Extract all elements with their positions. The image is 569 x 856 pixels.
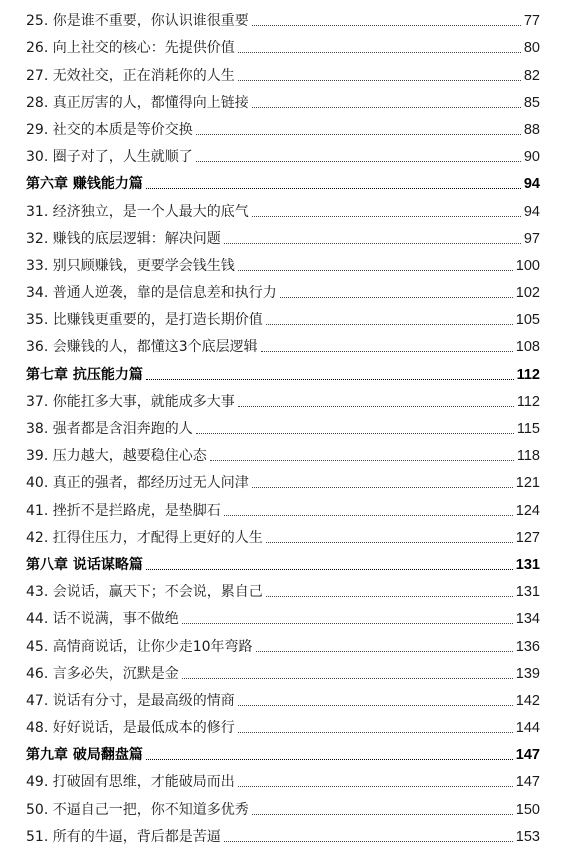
toc-entry — [26, 226, 540, 253]
page-number: 121 — [515, 475, 540, 492]
dot-leader — [280, 297, 513, 298]
entry-title: 35. 比赚钱更重要的，是打造长期价值 — [26, 312, 263, 329]
page-number: 105 — [515, 312, 540, 329]
dot-leader — [238, 732, 513, 733]
page-number: 80 — [523, 40, 540, 57]
page-number: 82 — [523, 67, 540, 84]
dot-leader — [196, 161, 521, 162]
dot-leader — [224, 243, 521, 244]
dot-leader — [224, 515, 513, 516]
page-number: 131 — [515, 584, 540, 601]
toc-entry — [26, 62, 540, 89]
entry-title: 50. 不逼自己一把，你不知道多优秀 — [26, 801, 249, 818]
toc-entry — [26, 334, 540, 361]
toc-entry — [26, 796, 540, 823]
page-number: 131 — [515, 556, 540, 573]
toc-entry — [26, 416, 540, 443]
toc-entry — [26, 824, 540, 851]
page-number: 108 — [515, 339, 540, 356]
page-number: 102 — [515, 285, 540, 302]
entry-title: 29. 社交的本质是等价交换 — [26, 121, 193, 138]
toc-entry — [26, 90, 540, 117]
toc-entry — [26, 144, 540, 171]
page-number: 142 — [515, 692, 540, 709]
dot-leader — [146, 569, 513, 570]
page-number: 85 — [523, 94, 540, 111]
dot-leader — [252, 25, 521, 26]
entry-title: 49. 打破固有思维，才能破局而出 — [26, 774, 235, 791]
page-number: 153 — [515, 828, 540, 845]
entry-title: 40. 真正的强者，都经历过无人问津 — [26, 475, 249, 492]
page-number: 112 — [516, 393, 540, 410]
toc-entry — [26, 769, 540, 796]
page-number: 147 — [515, 774, 540, 791]
entry-title: 51. 所有的牛逼，背后都是苦逼 — [26, 828, 221, 845]
entry-title: 47. 说话有分寸，是最高级的情商 — [26, 692, 235, 709]
dot-leader — [252, 814, 513, 815]
dot-leader — [261, 351, 513, 352]
page-number: 136 — [515, 638, 540, 655]
chapter-title: 第六章 赚钱能力篇 — [26, 176, 143, 193]
entry-title: 28. 真正厉害的人，都懂得向上链接 — [26, 94, 249, 111]
dot-leader — [266, 542, 513, 543]
entry-title: 25. 你是谁不重要，你认识谁很重要 — [26, 13, 249, 30]
dot-leader — [196, 134, 521, 135]
entry-title: 45. 高情商说话，让你少走10年弯路 — [26, 638, 253, 655]
page-number: 124 — [515, 502, 540, 519]
page-number: 97 — [523, 230, 540, 247]
dot-leader — [182, 623, 513, 624]
toc-entry — [26, 606, 540, 633]
toc-entry — [26, 8, 540, 35]
page-number: 134 — [515, 611, 540, 628]
toc-entry — [26, 198, 540, 225]
entry-title: 30. 圈子对了，人生就顺了 — [26, 149, 193, 166]
entry-title: 32. 赚钱的底层逻辑：解决问题 — [26, 230, 221, 247]
entry-title: 36. 会赚钱的人，都懂这3个底层逻辑 — [26, 339, 258, 356]
dot-leader — [146, 759, 513, 760]
dot-leader — [182, 678, 513, 679]
toc-entry — [26, 661, 540, 688]
page-number: 115 — [516, 421, 540, 437]
dot-leader — [252, 107, 521, 108]
toc-entry — [26, 688, 540, 715]
entry-title: 48. 好好说话，是最低成本的修行 — [26, 720, 235, 737]
page-number: 94 — [523, 176, 540, 193]
dot-leader — [266, 324, 513, 325]
dot-leader — [196, 433, 514, 434]
toc-entry — [26, 280, 540, 307]
chapter-title: 第九章 破局翻盘篇 — [26, 747, 143, 764]
entry-title: 33. 别只顾赚钱，更要学会钱生钱 — [26, 257, 235, 274]
toc-entry — [26, 525, 540, 552]
dot-leader — [252, 487, 513, 488]
dot-leader — [252, 216, 521, 217]
table-of-contents — [26, 8, 540, 851]
toc-entry — [26, 253, 540, 280]
page-number: 100 — [515, 257, 540, 274]
toc-chapter-heading — [26, 742, 540, 769]
toc-chapter-heading — [26, 552, 540, 579]
dot-leader — [238, 705, 513, 706]
toc-chapter-heading — [26, 361, 540, 388]
toc-entry — [26, 389, 540, 416]
dot-leader — [238, 270, 513, 271]
dot-leader — [238, 80, 521, 81]
dot-leader — [238, 786, 513, 787]
entry-title: 38. 强者都是含泪奔跑的人 — [26, 421, 193, 437]
entry-title: 34. 普通人逆袭，靠的是信息差和执行力 — [26, 285, 277, 302]
entry-title: 27. 无效社交，正在消耗你的人生 — [26, 67, 235, 84]
toc-entry — [26, 579, 540, 606]
page-number: 144 — [515, 720, 540, 737]
toc-entry — [26, 307, 540, 334]
dot-leader — [238, 406, 514, 407]
dot-leader — [266, 596, 513, 597]
toc-entry — [26, 443, 540, 470]
entry-title: 41. 挫折不是拦路虎，是垫脚石 — [26, 502, 221, 519]
page-number: 77 — [523, 13, 540, 30]
dot-leader — [146, 379, 514, 380]
chapter-title: 第七章 抗压能力篇 — [26, 366, 143, 383]
toc-entry — [26, 470, 540, 497]
toc-entry — [26, 117, 540, 144]
page-number: 118 — [516, 448, 540, 465]
entry-title: 31. 经济独立，是一个人最大的底气 — [26, 203, 249, 220]
page-number: 127 — [515, 529, 540, 546]
dot-leader — [146, 188, 521, 189]
page-number: 94 — [523, 203, 540, 220]
toc-entry — [26, 633, 540, 660]
entry-title: 43. 会说话，赢天下；不会说，累自己 — [26, 584, 263, 601]
page-number: 150 — [515, 801, 540, 818]
page-number: 90 — [523, 149, 540, 166]
toc-entry — [26, 715, 540, 742]
entry-title: 37. 你能扛多大事，就能成多大事 — [26, 393, 235, 410]
entry-title: 42. 扛得住压力，才配得上更好的人生 — [26, 529, 263, 546]
page-number: 147 — [515, 747, 540, 764]
entry-title: 39. 压力越大，越要稳住心态 — [26, 448, 207, 465]
page-number: 88 — [523, 121, 540, 138]
entry-title: 26. 向上社交的核心：先提供价值 — [26, 40, 235, 57]
entry-title: 46. 言多必失，沉默是金 — [26, 665, 179, 682]
toc-entry — [26, 35, 540, 62]
dot-leader — [238, 52, 521, 53]
toc-chapter-heading — [26, 171, 540, 198]
dot-leader — [224, 841, 513, 842]
dot-leader — [256, 651, 513, 652]
entry-title: 44. 话不说满，事不做绝 — [26, 611, 179, 628]
page-number: 139 — [515, 665, 540, 682]
toc-entry — [26, 497, 540, 524]
chapter-title: 第八章 说话谋略篇 — [26, 556, 143, 573]
page-number: 112 — [516, 366, 540, 383]
dot-leader — [210, 460, 514, 461]
